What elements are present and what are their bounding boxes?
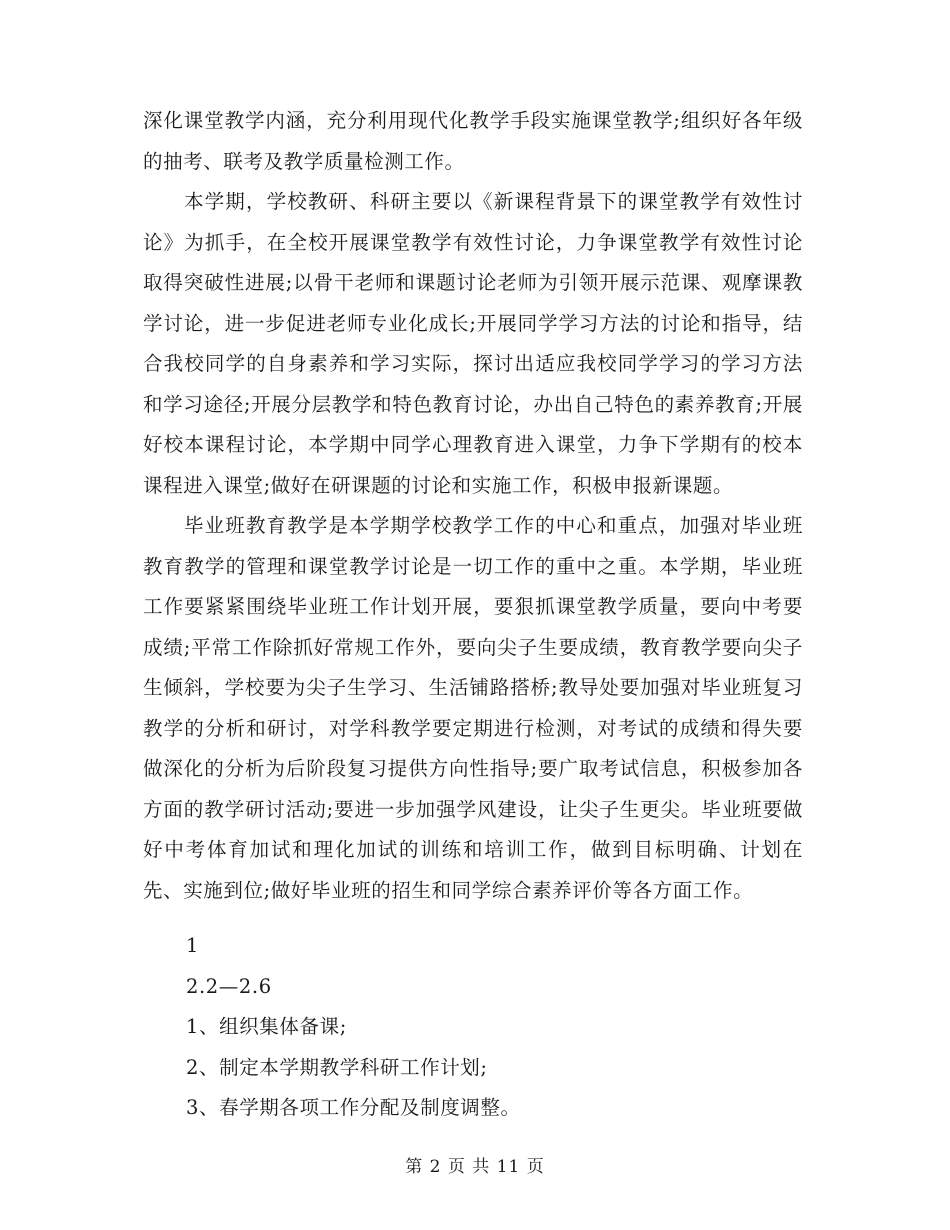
- schedule-week-number: 1: [186, 934, 200, 957]
- schedule-item: 3、春学期各项工作分配及制度调整。: [186, 1096, 521, 1119]
- schedule-block: [186, 926, 806, 1129]
- page-number-footer: 第 2 页 共 11 页: [405, 1157, 545, 1177]
- document-body: [143, 101, 803, 911]
- schedule-item: 1、组织集体备课;: [186, 1015, 347, 1038]
- paragraph-research: 本学期，学校教研、科研主要以《新课程背景下的课堂教学有效性讨论》为抓手，在全校开展课堂教学有效性讨论，力争课堂教学有效性讨论取得突破性进展;以骨干老师和课题讨论老师为引领开展示范课、观摩课教学讨论，进一步促进老师专业化成长;开展同学学习方法的讨论和指导，结合我校同学的自身素养和学习实际，探讨出适应我校同学学习的学习方法和学习途径;开展分层教学和特色教育讨论，办出自己特色的素养教育;开展好校本课程讨论，本学期中同学心理教育进入课堂，力争下学期有的校本课程进入课堂;做好在研课题的讨论和实施工作，积极申报新课题。: [143, 190, 803, 497]
- paragraph-continuation: 深化课堂教学内涵，充分利用现代化教学手段实施课堂教学;组织好各年级的抽考、联考及教学质量检测工作。: [143, 109, 803, 173]
- schedule-dates: 2.2—2.6: [186, 974, 272, 998]
- schedule-item: 2、制定本学期教学科研工作计划;: [186, 1055, 488, 1079]
- paragraph-graduating-class: 毕业班教育教学是本学期学校教学工作的中心和重点，加强对毕业班教育教学的管理和课堂教学讨论是一切工作的重中之重。本学期，毕业班工作要紧紧围绕毕业班工作计划开展，要狠抓课堂教学质量，要向中考要成绩;平常工作除抓好常规工作外，要向尖子生要成绩，教育教学要向尖子生倾斜，学校要为尖子生学习、生活铺路搭桥;教导处要加强对毕业班复习教学的分析和研讨，对学科教学要定期进行检测，对考试的成绩和得失要做深化的分析为后阶段复习提供方向性指导;要广取考试信息，积极参加各方面的教学研讨活动;要进一步加强学风建设，让尖子生更尖。毕业班要做好中考体育加试和理化加试的训练和培训工作，做到目标明确、计划在先、实施到位;做好毕业班的招生和同学综合素养评价等各方面工作。: [143, 514, 803, 902]
